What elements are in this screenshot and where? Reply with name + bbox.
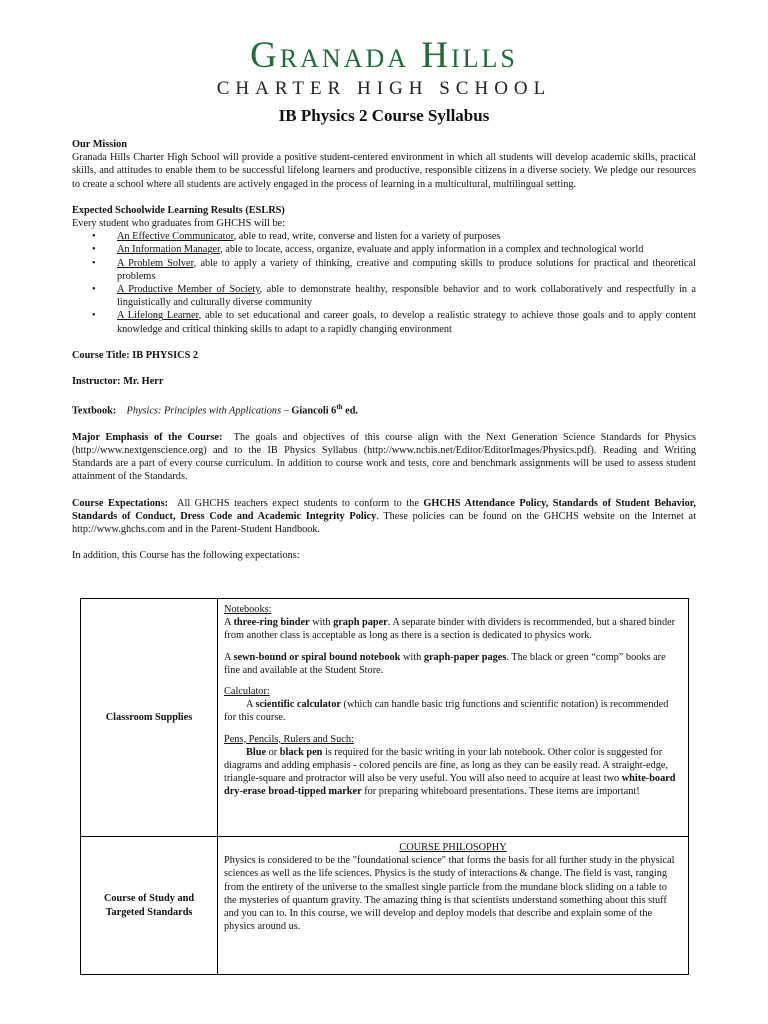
- table-row: [81, 837, 689, 975]
- textbook-sup: th: [336, 403, 343, 412]
- eslr-term: An Effective Communicator: [117, 231, 234, 243]
- mission-text: Granada Hills Charter High School will provide a positive student-centered environment in which all students will develop academic skills, practical skills, and attitudes to enable them to be successful lifelong learners and productive, responsible citizens in a diverse society. We pledge our resources to create a school where all students are actively engaged in the process of learning in a multicultural, multilingual setting.: [72, 152, 696, 190]
- eslr-term: An Information Manager: [117, 244, 221, 256]
- textbook-title: Physics: Principles with Applications: [126, 405, 282, 417]
- school-subtitle: CHARTER HIGH SCHOOL: [216, 78, 552, 99]
- supplies-cell: [218, 599, 689, 837]
- list-item: • A Problem Solver, able to apply a variety of thinking, creative and computing skills to produce solutions for practical and theoretical problems: [92, 257, 696, 282]
- course-expectations: [72, 497, 696, 537]
- major-emphasis-label: Major Emphasis of the Course:: [72, 431, 223, 443]
- calculator-text: A scientific calculator (which can handle basic trig functions and scientific notation) is recommended for this course.: [224, 699, 669, 724]
- notebook-binder-text: A three-ring binder with graph paper. A separate binder with dividers is recommended, but a shared binder from another class is acceptable as long as there is a section is dedicated to physics work.: [224, 617, 676, 642]
- row-label-supplies: Classroom Supplies: [81, 599, 218, 837]
- eslr-desc: , able to apply a variety of thinking, creative and computing skills to produce solutions for practical and theoretical problems: [117, 257, 696, 282]
- eslr-desc: , able to locate, access, organize, evaluate and apply information in a complex and technological world: [220, 244, 644, 256]
- course-of-study-cell: [218, 837, 689, 975]
- eslr-desc: , able to set educational and career goals, to develop a realistic strategy to achieve those goals and to apply content knowledge and critical thinking skills to adapt to a rapidly changing environment: [117, 310, 696, 335]
- eslrs-heading: Expected Schoolwide Learning Results (ESLRS): [72, 204, 285, 216]
- table-row: [81, 599, 689, 837]
- textbook-edition: ed.: [342, 405, 358, 417]
- notebook-bound-text: A sewn-bound or spiral bound notebook with graph-paper pages. The black or green “comp” books are fine and available at the Student Store.: [224, 651, 666, 676]
- pens-heading: Pens, Pencils, Rulers and Such:: [224, 733, 354, 745]
- mission-heading: Our Mission: [72, 139, 128, 150]
- syllabus-body: [72, 138, 696, 563]
- textbook-dash: –: [281, 405, 292, 417]
- pens-text: Blue or black pen is required for the basic writing in your lab notebook. Other color is suggested for diagrams and adding emphasis - colored pencils are fine, as long as they can be easily read. A straight-edge, triangle-square and protractor will also be very useful. You will also need to acquire at least two white-board dry-erase broad-tipped marker for preparing whiteboard presentations. These items are important!: [224, 746, 676, 798]
- list-item: • An Effective Communicator, able to read, write, converse and listen for a variety of purposes: [92, 231, 501, 243]
- eslr-desc: , able to demonstrate healthy, responsible behavior and to work collaboratively and respectfully in a linguistically and culturally diverse community: [117, 284, 697, 309]
- major-emphasis: [72, 431, 696, 484]
- eslr-term: A Problem Solver: [117, 257, 194, 269]
- school-name: Granada Hills: [250, 35, 518, 76]
- school-logo: [0, 36, 768, 100]
- additional-expectations: In addition, this Course has the following expectations:: [72, 550, 300, 562]
- eslr-term: A Productive Member of Society: [117, 284, 260, 296]
- list-item: • An Information Manager, able to locate, access, organize, evaluate and apply information in a complex and technological world: [92, 244, 644, 256]
- calculator-heading: Calculator:: [224, 686, 270, 698]
- course-philosophy-text: Physics is considered to be the "foundational science" that forms the basis for all further study in the physical sciences as well as the life sciences. Physics is the study of interactions & change. The field is vast, ranging from the entirety of the universe to the smallest single particle from the mundane block sliding on a table to the mysteries of quantum gravity. The amazing thing is that scientists understand something about this stuff and you can to. In this course, we will develop and deploy models that describe and explain some of the physics around us.: [224, 855, 675, 933]
- list-item: • A Lifelong Learner, able to set educational and career goals, to develop a realistic strategy to achieve those goals and to apply content knowledge and critical thinking skills to adapt to a rapidly changing environment: [92, 310, 696, 335]
- textbook-author: Giancoli 6: [291, 405, 337, 417]
- eslrs-intro: Every student who graduates from GHCHS will be:: [72, 218, 286, 230]
- expectations-table: [80, 598, 689, 975]
- course-title: Course Title: IB PHYSICS 2: [72, 349, 199, 361]
- eslr-desc: , able to read, write, converse and listen for a variety of purposes: [233, 231, 501, 243]
- page-title: IB Physics 2 Course Syllabus: [278, 106, 490, 125]
- list-item: • A Productive Member of Society, able to demonstrate healthy, responsible behavior and to work collaboratively and respectfully in a linguistically and culturally diverse community: [92, 284, 697, 309]
- course-philosophy-heading: COURSE PHILOSOPHY: [399, 842, 507, 853]
- eslrs-list: [72, 230, 696, 336]
- row-label-course-of-study: Course of Study and Targeted Standards: [81, 837, 218, 975]
- expectations-policies: GHCHS Attendance Policy, Standards of Student Behavior, Standards of Conduct, Dress Code and Academic Integrity Policy: [72, 497, 696, 522]
- instructor: Instructor: Mr. Herr: [72, 376, 164, 388]
- expectations-label: Course Expectations:: [72, 497, 169, 509]
- notebooks-heading: Notebooks:: [224, 604, 272, 615]
- eslr-term: A Lifelong Learner: [117, 310, 199, 322]
- expectations-pre: All GHCHS teachers expect students to conform to the: [177, 497, 424, 509]
- major-emphasis-text: The goals and objectives of this course align with the Next Generation Science Standards for Physics (http://www.nextgenscience.org) and to the IB Physics Syllabus (http://www.ncbis.net/Editor/EditorImages/Physics.pdf). Reading and Writing Standards are a part of every course curriculum. In addition to course work and tests, core and benchmark assignments will be used to assess student attainment of the Standards.: [72, 431, 696, 483]
- textbook-label: Textbook:: [72, 405, 117, 417]
- expectations-post: . These policies can be found on the GHCHS website on the Internet at http://www.ghchs.com and in the Parent-Student Handbook.: [72, 510, 696, 536]
- textbook-line: [72, 401, 696, 418]
